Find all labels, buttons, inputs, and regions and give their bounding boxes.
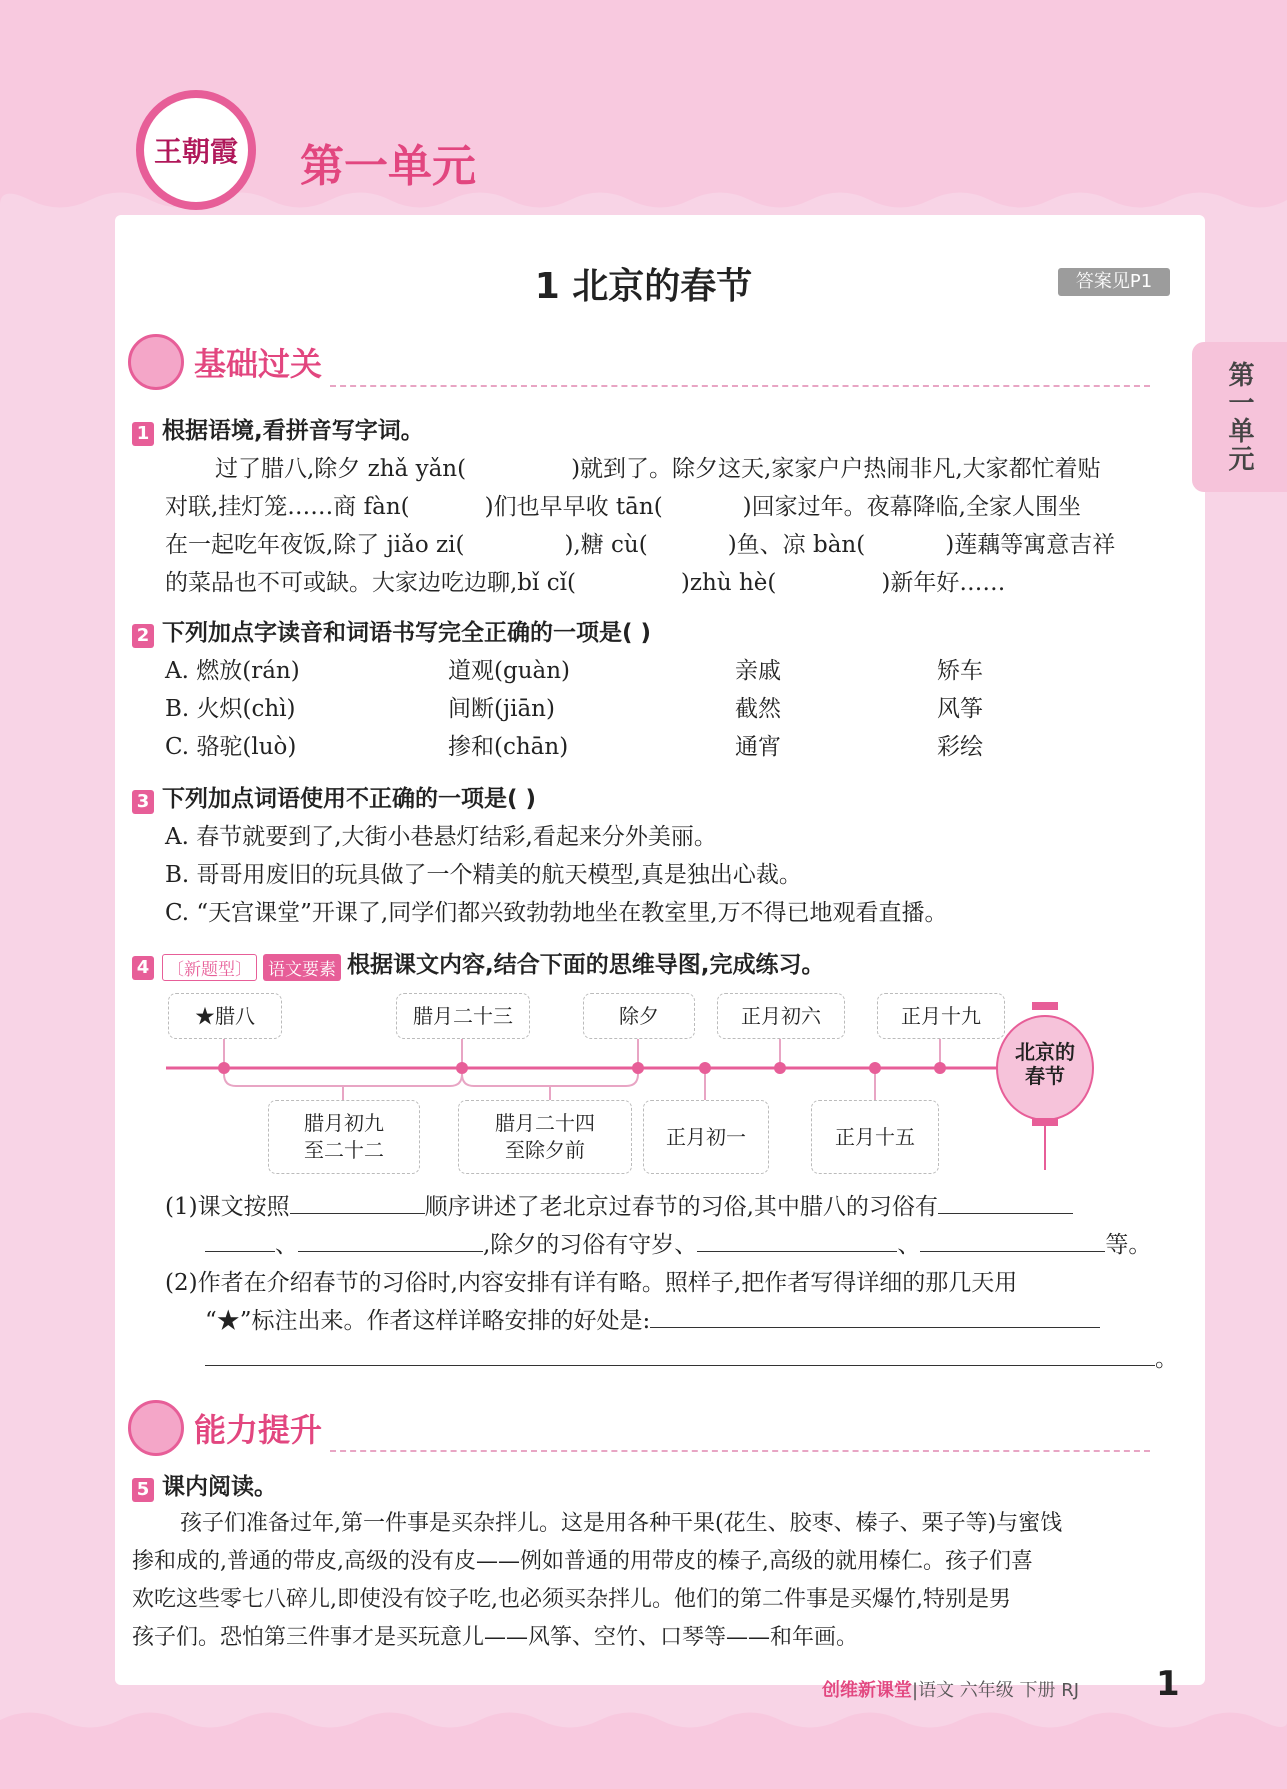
question-number: 5	[132, 1478, 154, 1502]
lantern-label: 北京的 春节	[1015, 1040, 1075, 1088]
brand-logo	[136, 90, 256, 210]
text: ),糖 cù(	[564, 532, 648, 558]
text: )zhù hè(	[680, 570, 777, 596]
question-3-prompt	[132, 780, 536, 814]
answer-blank[interactable]	[920, 1251, 1105, 1252]
section-divider	[330, 385, 1150, 387]
text: 、	[275, 1232, 298, 1258]
range-bracket	[224, 1074, 462, 1086]
text: )回家过年。夜幕降临,全家人围坐	[742, 494, 1081, 520]
q4-sub-1-line-1	[165, 1188, 1073, 1221]
q2-option-a-word-3: 亲戚	[735, 658, 781, 684]
q1-line-4	[165, 564, 1005, 597]
reading-passage-line: 欢吃这些零七八碎儿,即使没有饺子吃,也必须买杂拌儿。他们的第二件事是买爆竹,特别是男	[132, 1587, 1011, 1612]
q2-option-a-word-4: 矫车	[937, 658, 983, 684]
text: 顺序讲述了老北京过春节的习俗,其中腊八的习俗有	[424, 1194, 938, 1220]
range-bracket	[462, 1074, 638, 1086]
text: (1)课文按照	[165, 1194, 290, 1220]
text: 在一起吃年夜饭,除了 jiǎo zi(	[165, 532, 465, 558]
text: 、	[897, 1232, 921, 1258]
question-text: 下列加点字读音和词语书写完全正确的一项是( )	[162, 620, 652, 646]
footer-details: |语文 六年级 下册 RJ	[912, 1680, 1080, 1701]
section-divider	[330, 1450, 1150, 1452]
language-element-tag: 语文要素	[263, 954, 341, 981]
q4-sub-2-line-2	[205, 1302, 1100, 1335]
answer-blank[interactable]	[205, 1365, 1155, 1366]
section-title: 能力提升	[194, 1411, 323, 1449]
footer-brand: 创维新课堂	[822, 1680, 912, 1701]
q2-option-c-word-3: 通宵	[735, 734, 781, 760]
q2-option-b-word-3: 截然	[735, 696, 781, 722]
timeline-node	[456, 1062, 468, 1074]
text: )鱼、凉 bàn(	[727, 532, 866, 558]
text: )莲藕等寓意吉祥	[945, 532, 1116, 558]
section-header-advanced	[128, 1400, 322, 1456]
map-node-top: 正月十九	[877, 993, 1005, 1039]
answer-blank[interactable]	[650, 1327, 1100, 1328]
q3-option-a[interactable]: A. 春节就要到了,大街小巷悬灯结彩,看起来分外美丽。	[165, 824, 717, 850]
q4-sub-1-line-2	[205, 1226, 1151, 1259]
q2-option-c-word-2: 掺和(chān)	[448, 734, 569, 760]
page-number: 1	[1156, 1664, 1180, 1704]
map-node-bottom: 正月初一	[643, 1100, 769, 1174]
lantern-cap	[1032, 1002, 1058, 1010]
answer-reference-badge: 答案见P1	[1058, 268, 1170, 296]
question-4-prompt	[132, 946, 824, 981]
new-question-type-tag: 〔新题型〕	[162, 954, 257, 981]
question-1-prompt	[132, 412, 424, 446]
timeline-node	[774, 1062, 786, 1074]
question-text: 根据语境,看拼音写字词。	[162, 418, 424, 444]
logo-text: 王朝霞	[153, 135, 238, 168]
text: )们也早早收 tān(	[484, 494, 663, 520]
q4-sub-2-line-1: (2)作者在介绍春节的习俗时,内容安排有详有略。照样子,把作者写得详细的那几天用	[165, 1270, 1018, 1296]
timeline-node	[699, 1062, 711, 1074]
map-node-bottom: 腊月二十四 至除夕前	[458, 1100, 632, 1174]
q3-option-b[interactable]: B. 哥哥用废旧的玩具做了一个精美的航天模型,真是独出心裁。	[165, 862, 802, 888]
answer-blank[interactable]	[697, 1251, 897, 1252]
answer-blank[interactable]	[205, 1251, 275, 1252]
answer-blank[interactable]	[290, 1213, 425, 1214]
question-number: 1	[132, 422, 154, 446]
map-node-bottom: 腊月初九 至二十二	[268, 1100, 420, 1174]
map-node-top: 腊月二十三	[396, 993, 530, 1039]
q2-option-c[interactable]: C. 骆驼(luò)	[165, 734, 297, 760]
footer-wave-background	[0, 1700, 1287, 1789]
question-5-prompt	[132, 1468, 277, 1502]
answer-blank[interactable]	[938, 1213, 1073, 1214]
answer-blank[interactable]	[298, 1251, 483, 1252]
lantern-base	[1032, 1118, 1058, 1126]
question-number: 3	[132, 790, 154, 814]
section-title: 基础过关	[194, 345, 323, 383]
unit-title: 第一单元	[300, 141, 476, 192]
question-text: 下列加点词语使用不正确的一项是( )	[162, 786, 537, 812]
map-node-top: 正月初六	[717, 993, 845, 1039]
q2-option-c-word-4: 彩绘	[937, 734, 983, 760]
q2-option-a[interactable]: A. 燃放(rán)	[165, 658, 300, 684]
side-tab-label: 第一单元	[1224, 361, 1254, 473]
timeline-node	[869, 1062, 881, 1074]
text: 过了腊八,除夕 zhǎ yǎn(	[215, 456, 467, 482]
unit-side-tab[interactable]	[1192, 342, 1287, 492]
map-node-top: ★腊八	[168, 993, 282, 1039]
q2-option-b-word-2: 间断(jiān)	[448, 696, 555, 722]
map-node-top: 除夕	[583, 993, 695, 1039]
timeline-node	[934, 1062, 946, 1074]
text: )新年好……	[881, 570, 1006, 596]
q1-line-2	[165, 488, 1081, 521]
footer-info	[822, 1676, 1079, 1702]
text: “★”标注出来。作者这样详略安排的好处是:	[205, 1308, 651, 1334]
q2-option-a-word-2: 道观(guàn)	[448, 658, 571, 684]
question-number: 4	[132, 956, 154, 980]
text: 等。	[1105, 1232, 1152, 1258]
text: 的菜品也不可或缺。大家边吃边聊,bǐ cǐ(	[165, 570, 576, 596]
character-icon	[128, 1400, 184, 1456]
map-node-bottom: 正月十五	[811, 1100, 939, 1174]
question-text: 根据课文内容,结合下面的思维导图,完成练习。	[347, 952, 825, 978]
question-text: 课内阅读。	[162, 1474, 277, 1500]
q2-option-b[interactable]: B. 火炽(chì)	[165, 696, 296, 722]
reading-passage-line: 孩子们准备过年,第一件事是买杂拌儿。这是用各种干果(花生、胶枣、榛子、栗子等)与蜜饯	[180, 1511, 1063, 1536]
lesson-title: 1 北京的春节	[534, 266, 753, 307]
q1-line-1	[215, 450, 1101, 483]
q1-line-3	[165, 526, 1115, 559]
timeline-node	[218, 1062, 230, 1074]
q2-option-b-word-4: 风筝	[937, 696, 983, 722]
text: 。	[1155, 1346, 1178, 1372]
text: ,除夕的习俗有守岁、	[483, 1232, 698, 1258]
section-header-basic	[128, 334, 322, 390]
character-icon	[128, 334, 184, 390]
q4-sub-2-line-3	[205, 1340, 1178, 1373]
reading-passage-line: 掺和成的,普通的带皮,高级的没有皮——例如普通的用带皮的榛子,高级的就用榛仁。孩子们喜	[132, 1549, 1033, 1574]
q3-option-c[interactable]: C. “天宫课堂”开课了,同学们都兴致勃勃地坐在教室里,万不得已地观看直播。	[165, 900, 948, 926]
timeline-node	[632, 1062, 644, 1074]
question-number: 2	[132, 624, 154, 648]
question-2-prompt	[132, 614, 651, 648]
reading-passage-line: 孩子们。恐怕第三件事才是买玩意儿——风筝、空竹、口琴等——和年画。	[132, 1625, 859, 1650]
text: )就到了。除夕这天,家家户户热闹非凡,大家都忙着贴	[571, 456, 1101, 482]
text: 对联,挂灯笼……商 fàn(	[165, 494, 410, 520]
